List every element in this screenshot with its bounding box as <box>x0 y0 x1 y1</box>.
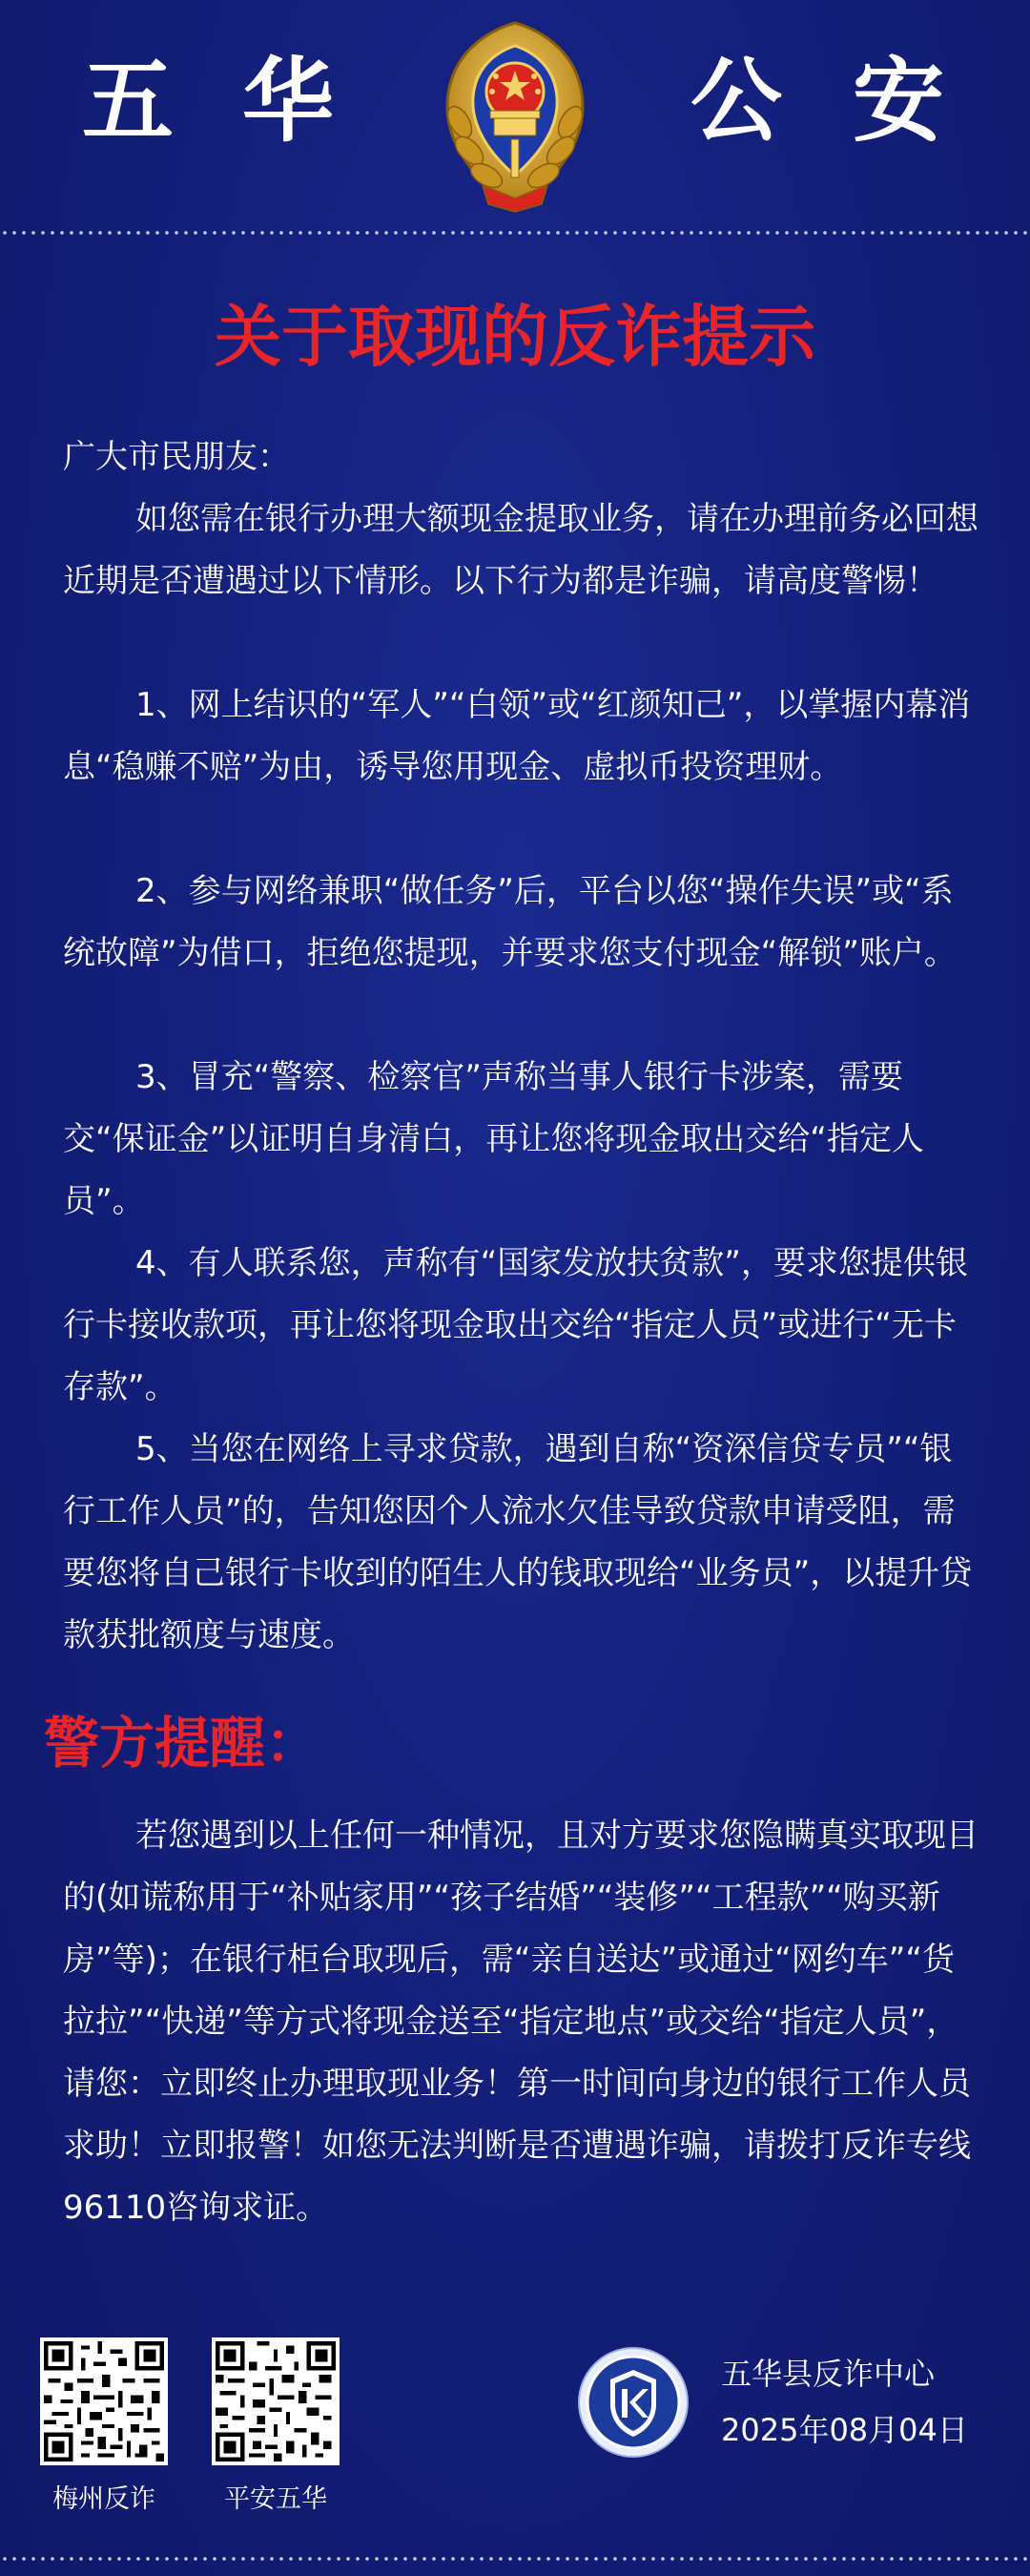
qr-code-icon <box>216 2341 336 2462</box>
greeting: 广大市民朋友： <box>63 438 290 476</box>
qr-label-meizhou: 梅州反诈 <box>52 2484 155 2514</box>
fraud-item-4: 4、有人联系您，声称有“国家发放扶贫款”，要求您提供银行卡接收款项，再让您将现金取出交给“指定人员”或进行“无卡存款”。 <box>63 1244 968 1406</box>
publish-date: 2025年08月04日 <box>721 2412 968 2448</box>
qr-label-pinganwuhua: 平安五华 <box>224 2484 327 2514</box>
police-emblem-icon <box>425 17 605 216</box>
header-char-gong: 公 <box>690 48 782 155</box>
header <box>0 0 1030 229</box>
top-dotted-divider <box>0 229 1030 237</box>
anti-fraud-center-name: 五华县反诈中心 <box>721 2356 936 2392</box>
header-char-an: 安 <box>853 48 944 155</box>
anti-fraud-center-badge-icon <box>576 2345 690 2460</box>
warning-title: 警方提醒： <box>44 1711 321 1776</box>
poster-title: 关于取现的反诈提示 <box>215 298 815 376</box>
fraud-item-2: 2、参与网络兼职“做任务”后，平台以您“操作失误”或“系统故障”为借口，拒绝您提现，并要求您支付现金“解锁”账户。 <box>63 872 957 972</box>
qr-code-pinganwuhua[interactable] <box>212 2337 340 2465</box>
warning-paragraph: 若您遇到以上任何一种情况，且对方要求您隐瞒真实取现目的(如谎称用于“补贴家用”“孩子结婚”“装修”“工程款”“购买新房”等)；在银行柜台取现后，需“亲自送达”或通过“网约车”“货拉拉”“快递”等方式将现金送至“指定地点”或交给“指定人员”，请您：立即终止办理取现业务！第一时间向身边的银行工作人员求助！立即报警！如您无法判断是否遭遇诈骗，请拨打反诈专线96110咨询求证。 <box>63 1817 978 2227</box>
header-char-wu: 五 <box>82 48 174 155</box>
fraud-item-3: 3、冒充“警察、检察官”声称当事人银行卡涉案，需要交“保证金”以证明自身清白，再让您将现金取出交给“指定人员”。 <box>63 1058 924 1220</box>
fraud-item-5: 5、当您在网络上寻求贷款，遇到自称“资深信贷专员”“银行工作人员”的，告知您因个人流水欠佳导致贷款申请受阻，需要您将自己银行卡收到的陌生人的钱取现给“业务员”，以提升贷款获批额度与速度。 <box>63 1430 973 1654</box>
qr-code-icon <box>44 2341 164 2462</box>
bottom-dotted-divider <box>0 2555 1030 2563</box>
qr-code-meizhou[interactable] <box>40 2337 168 2465</box>
fraud-item-1: 1、网上结识的“军人”“白领”或“红颜知己”，以掌握内幕消息“稳赚不赔”为由，诱导您用现金、虚拟币投资理财。 <box>63 686 971 786</box>
header-char-hua: 华 <box>242 48 334 155</box>
intro-paragraph: 如您需在银行办理大额现金提取业务，请在办理前务必回想近期是否遭遇过以下情形。以下行为都是诈骗，请高度警惕！ <box>63 500 978 600</box>
